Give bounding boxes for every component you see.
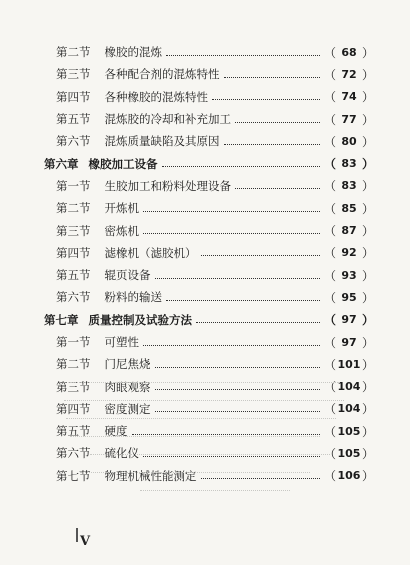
toc-chapter-row: [44, 309, 374, 331]
page-paren-close: ）: [361, 402, 374, 417]
toc-entry-number: 第七章: [44, 312, 79, 327]
toc-section-row: [44, 197, 374, 219]
page-paren-close: ）: [361, 45, 374, 60]
toc-entry-number: 第二节: [56, 201, 91, 216]
toc-entry-number: 第三节: [56, 67, 91, 82]
page-paren-close: ）: [361, 446, 374, 461]
toc-section-row: [44, 86, 374, 108]
page-paren-open: （: [323, 90, 336, 105]
page-paren-close: ）: [361, 201, 374, 216]
toc-entry-page: 83: [341, 157, 357, 171]
toc-entry-number: 第六章: [44, 156, 79, 171]
page-paren-open: （: [323, 134, 336, 149]
toc-section-row: [44, 242, 374, 264]
toc-entry-number: 第五节: [56, 268, 91, 283]
toc-entry-page: 104: [337, 402, 361, 416]
page-paren-open: （: [323, 157, 336, 172]
toc-entry-title: 生胶加工和粉料处理设备: [104, 178, 231, 193]
bleed-through-line: [90, 454, 330, 455]
toc-section-row: [44, 375, 374, 397]
page-paren-close: ）: [361, 90, 374, 105]
toc-entry-title: 混炼质量缺陷及其原因: [104, 134, 220, 149]
page-folio: V: [80, 534, 91, 549]
toc-entry-page: 97: [341, 313, 357, 327]
toc-section-row: [44, 331, 374, 353]
toc-entry-number: 第一节: [56, 335, 91, 349]
toc-entry-title: 橡胶加工设备: [88, 156, 158, 171]
dot-leader: [155, 389, 320, 390]
toc-entry-title: 可塑性: [104, 335, 139, 349]
page-paren-open: （: [323, 446, 336, 461]
toc-entry-title: 开炼机: [104, 201, 139, 216]
toc-entry-title: 物理机械性能测定: [104, 468, 197, 483]
toc-entry-number: 第六节: [56, 446, 91, 461]
toc-entry-page: 77: [341, 112, 357, 126]
toc-entry-number: 第四节: [56, 245, 91, 260]
toc-chapter-row: [44, 152, 374, 174]
toc-section-row: [44, 108, 374, 130]
page-paren-close: ）: [361, 290, 374, 305]
toc-entry-page: 106: [337, 469, 361, 483]
toc-entry-title: 肉眼观察: [104, 379, 151, 394]
dot-leader: [143, 456, 320, 457]
toc-entry-number: 第七节: [56, 468, 91, 483]
toc-entry-title: 滤橡机（滤胶机）: [104, 245, 197, 260]
toc-section-row: [44, 175, 374, 197]
dot-leader: [235, 188, 320, 189]
page-paren-close: ）: [361, 268, 374, 283]
page-paren-open: （: [323, 67, 336, 82]
dot-leader: [155, 411, 320, 412]
page-paren-open: （: [323, 224, 336, 239]
toc-entry-number: 第六节: [56, 134, 91, 149]
dot-leader: [132, 434, 320, 435]
toc-entry-page: 93: [341, 268, 357, 282]
bleed-through-line: [66, 418, 336, 419]
toc-section-row: [44, 420, 374, 442]
page-paren-close: ）: [361, 424, 374, 439]
toc-entry-title: 橡胶的混炼: [104, 45, 162, 60]
bleed-through-line: [140, 490, 290, 491]
toc-entry-title: 混炼胶的冷却和补充加工: [104, 112, 231, 127]
toc-entry-title: 门尼焦烧: [104, 357, 151, 372]
page-paren-open: （: [323, 469, 336, 484]
page-paren-open: （: [323, 402, 336, 417]
dot-leader: [166, 300, 320, 301]
page-paren-open: （: [323, 357, 336, 372]
page-paren-close: ）: [361, 246, 374, 261]
toc-entry-number: 第五节: [56, 424, 91, 439]
page-paren-close: ）: [361, 157, 374, 172]
toc-entry-title: 粉料的输送: [104, 290, 162, 305]
page-paren-open: （: [323, 179, 336, 194]
dot-leader: [196, 322, 320, 323]
page-paren-close: ）: [361, 224, 374, 239]
toc-entry-page: 105: [337, 446, 361, 460]
toc-section-row: [44, 286, 374, 308]
margin-mark: [76, 528, 78, 542]
toc-entry-page: 83: [341, 179, 357, 193]
page-paren-open: （: [323, 201, 336, 216]
toc-entry-page: 72: [341, 67, 357, 81]
toc-entry-title: 各种配合剂的混炼特性: [104, 67, 220, 82]
page-paren-close: ）: [361, 179, 374, 194]
toc-section-row: [44, 398, 374, 420]
page-paren-close: ）: [361, 357, 374, 372]
toc-entry-page: 104: [337, 380, 361, 394]
toc-entry-page: 92: [341, 246, 357, 260]
toc-entry-title: 密度测定: [104, 401, 151, 416]
dot-leader: [224, 77, 320, 78]
bleed-through-line: [70, 436, 320, 437]
dot-leader: [201, 478, 320, 479]
page-paren-open: （: [323, 380, 336, 395]
toc-entry-title: 辊页设备: [104, 268, 151, 283]
dot-leader: [143, 345, 320, 346]
toc-entry-number: 第三节: [56, 379, 91, 394]
table-of-contents: [44, 41, 374, 487]
toc-section-row: [44, 219, 374, 241]
dot-leader: [155, 367, 320, 368]
dot-leader: [224, 144, 320, 145]
toc-entry-number: 第五节: [56, 112, 91, 127]
toc-entry-number: 第六节: [56, 290, 91, 305]
dot-leader: [212, 99, 320, 100]
dot-leader: [155, 278, 320, 279]
page-paren-close: ）: [361, 469, 374, 484]
dot-leader: [201, 255, 320, 256]
toc-section-row: [44, 63, 374, 85]
toc-entry-title: 硫化仪: [104, 446, 139, 461]
toc-entry-number: 第二节: [56, 357, 91, 372]
page-paren-close: ）: [361, 112, 374, 127]
toc-entry-page: 85: [341, 201, 357, 215]
bleed-through-line: [64, 400, 344, 401]
page-paren-open: （: [323, 112, 336, 127]
page-paren-open: （: [323, 335, 336, 350]
page-paren-open: （: [323, 424, 336, 439]
dot-leader: [143, 233, 320, 234]
toc-entry-title: 硬度: [104, 424, 128, 439]
dot-leader: [166, 55, 320, 56]
toc-entry-title: 密炼机: [104, 223, 139, 238]
toc-entry-number: 第二节: [56, 45, 91, 60]
toc-entry-page: 97: [341, 335, 357, 349]
toc-entry-number: 第四节: [56, 401, 91, 416]
toc-section-row: [44, 130, 374, 152]
page-paren-open: （: [323, 268, 336, 283]
toc-entry-number: 第一节: [56, 178, 91, 193]
page-paren-open: （: [323, 290, 336, 305]
toc-entry-title: 质量控制及试验方法: [88, 312, 192, 327]
bleed-through-line: [70, 382, 340, 383]
bleed-through-line: [80, 472, 310, 473]
page-paren-open: （: [323, 313, 336, 328]
dot-leader: [143, 211, 320, 212]
toc-entry-page: 95: [341, 290, 357, 304]
dot-leader: [235, 122, 320, 123]
toc-section-row: [44, 41, 374, 63]
toc-entry-title: 各种橡胶的混炼特性: [104, 89, 208, 104]
toc-entry-page: 87: [341, 224, 357, 238]
page-paren-close: ）: [361, 67, 374, 82]
toc-section-row: [44, 264, 374, 286]
toc-entry-number: 第三节: [56, 223, 91, 238]
page-paren-open: （: [323, 45, 336, 60]
page-paren-close: ）: [361, 313, 374, 328]
toc-entry-page: 80: [341, 134, 357, 148]
dot-leader: [162, 166, 320, 167]
toc-entry-number: 第四节: [56, 89, 91, 104]
page-paren-close: ）: [361, 134, 374, 149]
page-paren-close: ）: [361, 335, 374, 350]
toc-section-row: [44, 353, 374, 375]
toc-entry-page: 101: [337, 357, 361, 371]
page-paren-close: ）: [361, 380, 374, 395]
toc-entry-page: 105: [337, 424, 361, 438]
page-paren-open: （: [323, 246, 336, 261]
toc-entry-page: 74: [341, 90, 357, 104]
toc-entry-page: 68: [341, 45, 357, 59]
toc-section-row: [44, 465, 374, 487]
